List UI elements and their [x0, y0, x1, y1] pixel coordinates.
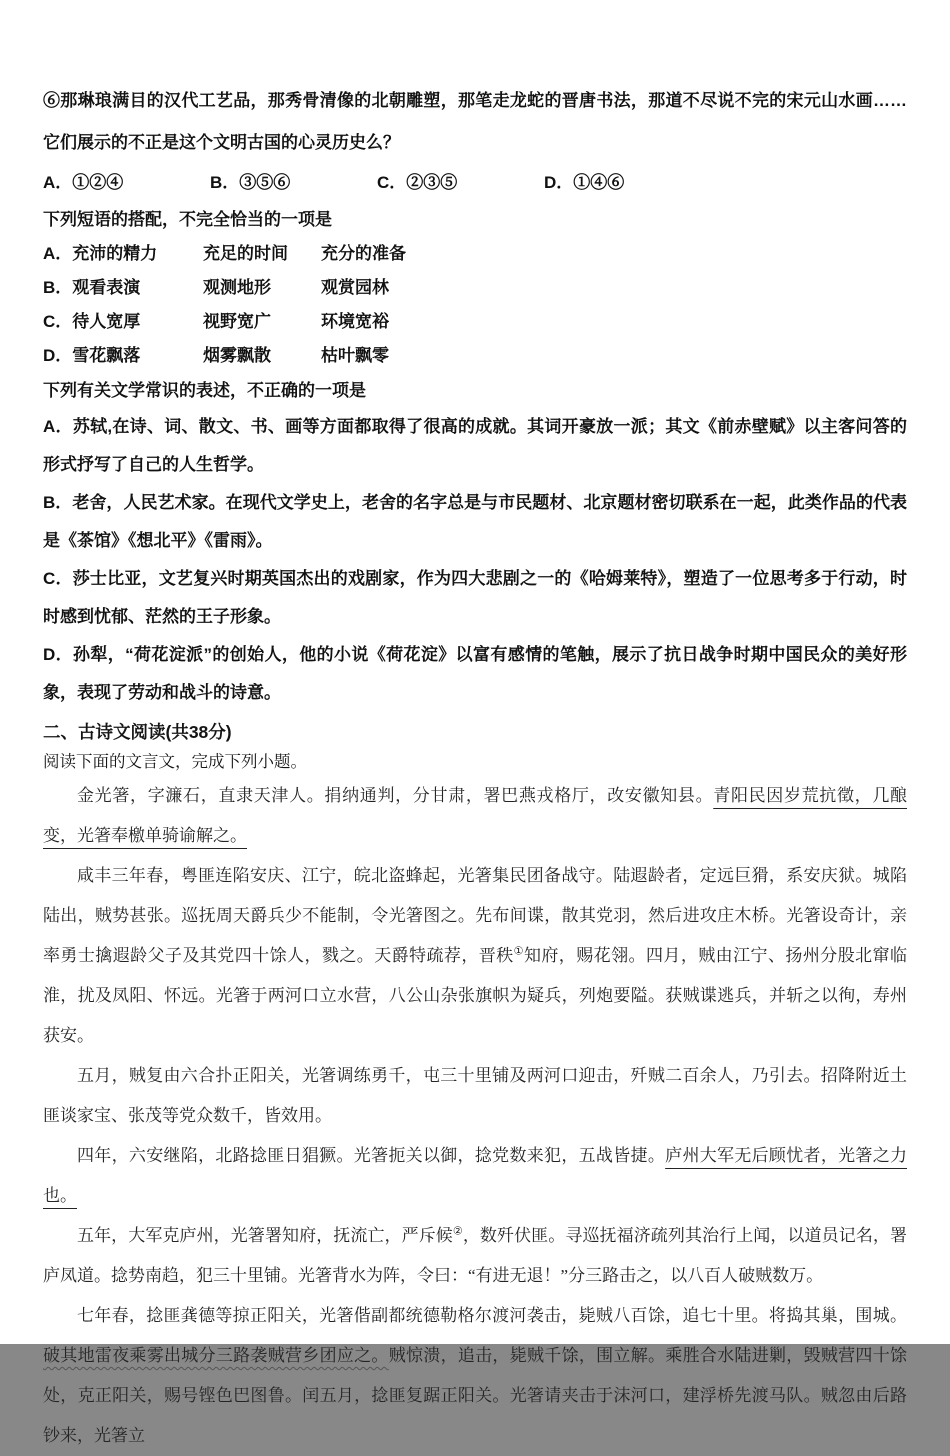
- stem-suffix: 的一项是: [298, 381, 366, 400]
- passage-paragraph-3: [43, 1056, 907, 1136]
- option-c: [43, 305, 907, 339]
- stem-suffix: 的一项是: [264, 210, 332, 229]
- option-label: A．: [43, 417, 73, 436]
- phrase-item: 环境宽裕: [321, 312, 389, 331]
- option-label: A．: [43, 244, 73, 263]
- option-a: [43, 408, 907, 484]
- passage-text: 咸丰三年春，粤匪连陷安庆、江宁，皖北盗蜂起，光箸集民团备战守。陆遐龄者，定远巨猾，系安庆狱。城陷陆出，贼势甚张。巡抚周天爵兵少不能制，令光箸图之。先布间谍，散其党羽，然后进攻庄木桥。光箸设奇计，亲率勇士擒遐龄父子及其党四十馀人，戮之。天爵特疏荐，晋秩: [43, 866, 907, 965]
- option-text: 苏轼,在诗、词、散文、书、画等方面都取得了很高的成就。其词开豪放一派；其文《前赤壁赋》以主客问答的形式抒写了自己的人生哲学。: [43, 417, 907, 474]
- stem-emphasis: 不完全恰当: [179, 210, 264, 229]
- option-label: D．: [43, 645, 74, 664]
- option-b: [210, 164, 377, 202]
- question-stem: [43, 373, 907, 408]
- underlined-sentence-2: 庐州大军无后顾忧者，光箸之力也。: [43, 1146, 908, 1205]
- option-label: B．: [43, 278, 73, 297]
- question-sentence-order: [43, 80, 907, 202]
- phrase-item: 雪花飘落: [72, 346, 141, 365]
- section-heading: 二、古诗文阅读(共38分): [43, 722, 232, 742]
- option-d: [43, 636, 907, 712]
- section-instruction: 阅读下面的文言文，完成下列小题。: [43, 752, 307, 771]
- passage-paragraph-1: [43, 776, 907, 856]
- option-c: [377, 164, 544, 202]
- option-value: ①④⑥: [573, 173, 625, 192]
- wavy-underlined-sentence: 破其地雷夜乘雾出城分三路袭贼营乡团应之。: [43, 1346, 389, 1365]
- option-label: C．: [377, 173, 407, 192]
- option-b: [43, 484, 907, 560]
- question-literature: [43, 373, 907, 712]
- stem-prefix: 下列有关文学常识的表述，: [43, 381, 247, 400]
- question-phrase-match: [43, 202, 907, 373]
- passage-text: 金光箸，字濂石，直隶天津人。捐纳通判，分甘肃，署巴燕戎格厅，改安徽知县。: [77, 786, 714, 805]
- option-text: 孙犁，“荷花淀派”的创始人，他的小说《荷花淀》以富有感情的笔触，展示了抗日战争时期中国民众的美好形象，表现了劳动和战斗的诗意。: [43, 645, 907, 702]
- passage-text: 四年，六安继陷，北路捻匪日猖獗。光箸扼关以御，捻党数来犯，五战皆捷。: [77, 1146, 666, 1165]
- stem-emphasis: 不正确: [247, 381, 298, 400]
- passage-paragraph-2: [43, 856, 907, 1056]
- passage-paragraph-4: [43, 1136, 907, 1216]
- phrase-item: 充足的时间: [203, 244, 288, 263]
- option-a: [43, 237, 907, 271]
- phrase-item: 待人宽厚: [72, 312, 141, 331]
- option-label: B．: [43, 493, 73, 512]
- phrase-item: 观赏园林: [321, 278, 389, 297]
- annotation-marker-2: ②: [452, 1225, 463, 1238]
- phrase-item: 观看表演: [72, 278, 141, 297]
- question-stem: [43, 202, 907, 237]
- phrase-item: 充沛的精力: [72, 244, 158, 263]
- option-label: C．: [43, 312, 73, 331]
- option-label: C．: [43, 569, 73, 588]
- option-label: A．: [43, 173, 73, 192]
- option-value: ①②④: [72, 173, 124, 192]
- passage-text: 知府，赐花翎。四月，贼由江宁、扬州分股北窜临淮，扰及凤阳、怀远。光箸于两河口立水营，八公山杂张旗帜为疑兵，列炮要隘。获贼谍逃兵，并斩之以徇，寿州获安。: [43, 946, 907, 1045]
- classical-passage: [43, 776, 907, 1456]
- phrase-item: 观测地形: [203, 278, 271, 297]
- option-row: [43, 164, 907, 202]
- option-label: D．: [544, 173, 574, 192]
- option-value: ③⑤⑥: [239, 173, 291, 192]
- phrase-item: 视野宽广: [203, 312, 271, 331]
- passage-text: 五月，贼复由六合扑正阳关，光箸调练勇千，屯三十里铺及两河口迎击，歼贼二百余人，乃引去。招降附近土匪谈家宝、张茂等党众数千，皆效用。: [43, 1066, 907, 1125]
- phrase-item: 烟雾飘散: [203, 346, 271, 365]
- passage-paragraph-6: [43, 1296, 907, 1456]
- option-a: [43, 164, 210, 202]
- option-c: [43, 560, 907, 636]
- option-label: B．: [210, 173, 240, 192]
- option-col1: [43, 305, 203, 339]
- stem-prefix: 下列短语的搭配，: [43, 210, 179, 229]
- phrase-item: 枯叶飘零: [321, 346, 389, 365]
- option-col1: [43, 339, 203, 373]
- option-d: [544, 164, 624, 202]
- option-b: [43, 271, 907, 305]
- option-label: D．: [43, 346, 73, 365]
- phrase-item: 充分的准备: [321, 244, 406, 263]
- question-stem: ⑥那琳琅满目的汉代工艺品，那秀骨清像的北朝雕塑，那笔走龙蛇的晋唐书法，那道不尽说不完的宋元山水画……它们展示的不正是这个文明古国的心灵历史么？: [43, 91, 907, 152]
- option-d: [43, 339, 907, 373]
- passage-text: 贼惊溃，追击，毙贼千馀，围立解。乘胜合水陆进剿，毁贼营四十馀处，克正阳关，赐号铿色巴图鲁。闰五月，捻匪复踞正阳关。光箸请夹击于沫河口，建浮桥先渡马队。贼忽由后路钞来，光箸立: [43, 1346, 908, 1445]
- passage-text: ，数歼伏匪。寻巡抚福济疏列其治行上闻，以道员记名，署庐凤道。捻势南趋，犯三十里铺。光箸背水为阵，令曰：“有进无退！”分三路击之，以八百人破贼数万。: [43, 1226, 907, 1285]
- option-text: 莎士比亚，文艺复兴时期英国杰出的戏剧家，作为四大悲剧之一的《哈姆莱特》，塑造了一位思考多于行动，时时感到忧郁、茫然的王子形象。: [43, 569, 907, 626]
- option-col1: [43, 271, 203, 305]
- option-text: 老舍，人民艺术家。在现代文学史上，老舍的名字总是与市民题材、北京题材密切联系在一起，此类作品的代表是《茶馆》《想北平》《雷雨》。: [43, 493, 908, 550]
- option-value: ②③⑤: [406, 173, 458, 192]
- underlined-sentence-1: 青阳民因岁荒抗徵，几酿变，光箸奉檄单骑谕解之。: [43, 786, 908, 845]
- passage-paragraph-5: [43, 1216, 907, 1296]
- passage-text: 七年春，捻匪龚德等掠正阳关，光箸偕副都统德勒格尔渡河袭击，毙贼八百馀，追七十里。将捣其巢，围城。: [77, 1306, 907, 1325]
- option-col1: [43, 237, 203, 271]
- annotation-marker-1: ①: [513, 945, 524, 958]
- passage-text: 五年，大军克庐州，光箸署知府，抚流亡，严斥候: [77, 1226, 453, 1245]
